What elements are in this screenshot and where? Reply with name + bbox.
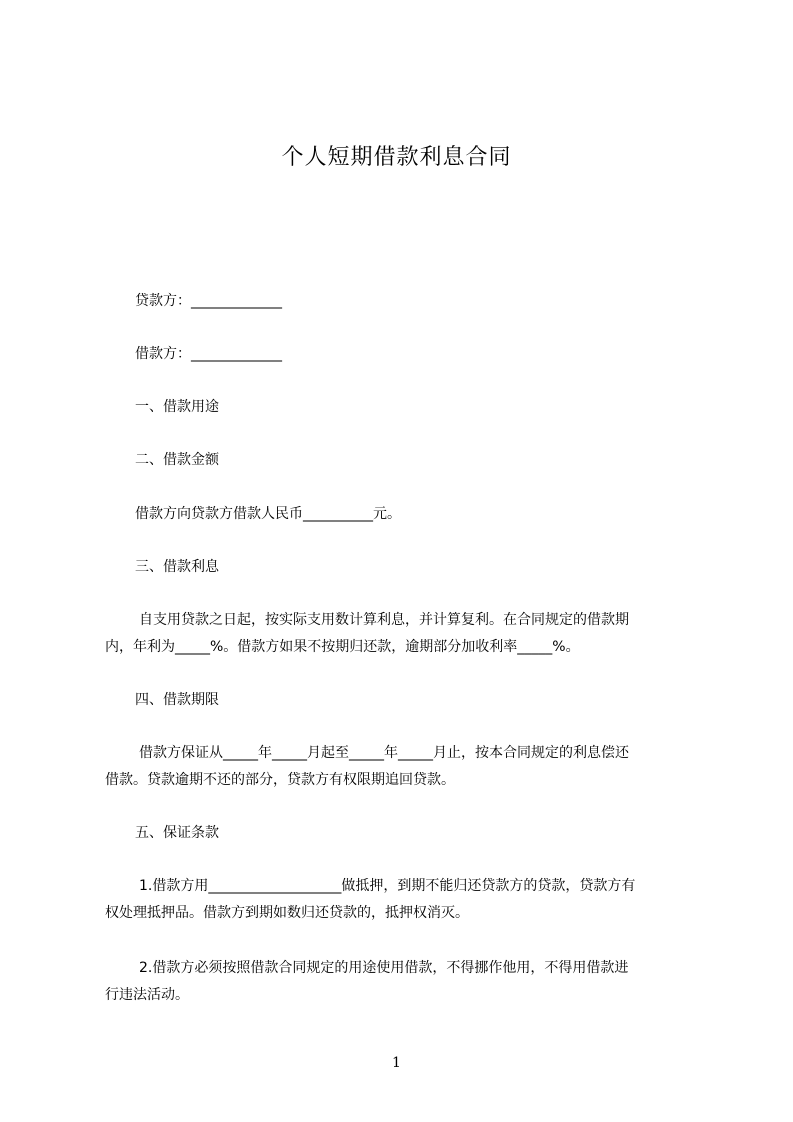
borrower-field: 借款方：_____________ bbox=[135, 346, 282, 362]
amount-paragraph: 借款方向贷款方借款人民币__________元。 bbox=[135, 506, 401, 522]
interest-paragraph-line2: 内，年利为_____%。借款方如果不按期归还款，逾期部分加收利率_____%。 bbox=[105, 639, 580, 655]
lender-field: 贷款方：_____________ bbox=[135, 293, 282, 309]
document-title: 个人短期借款利息合同 bbox=[281, 145, 512, 170]
page-number: 1 bbox=[392, 1055, 401, 1071]
section-heading-purpose: 一、借款用途 bbox=[135, 399, 219, 415]
interest-paragraph-line1: 自支用贷款之日起，按实际支用数计算利息，并计算复利。在合同规定的借款期 bbox=[139, 612, 629, 628]
term-paragraph-line1: 借款方保证从_____年_____月起至_____年_____月止，按本合同规定的利息偿还 bbox=[139, 745, 629, 761]
section-heading-amount: 二、借款金额 bbox=[135, 452, 219, 468]
guarantee-clause2-line2: 行违法活动。 bbox=[105, 987, 189, 1003]
guarantee-clause1-line2: 权处理抵押品。借款方到期如数归还贷款的，抵押权消灭。 bbox=[105, 905, 469, 921]
section-heading-term: 四、借款期限 bbox=[135, 692, 219, 708]
section-heading-interest: 三、借款利息 bbox=[135, 559, 219, 575]
section-heading-guarantee: 五、保证条款 bbox=[135, 825, 219, 841]
guarantee-clause1-line1: 1.借款方用___________________做抵押，到期不能归还贷款方的贷款，贷款方有 bbox=[139, 878, 636, 894]
term-paragraph-line2: 借款。贷款逾期不还的部分，贷款方有权限期追回贷款。 bbox=[105, 772, 455, 788]
guarantee-clause2-line1: 2.借款方必须按照借款合同规定的用途使用借款，不得挪作他用，不得用借款进 bbox=[139, 960, 629, 976]
